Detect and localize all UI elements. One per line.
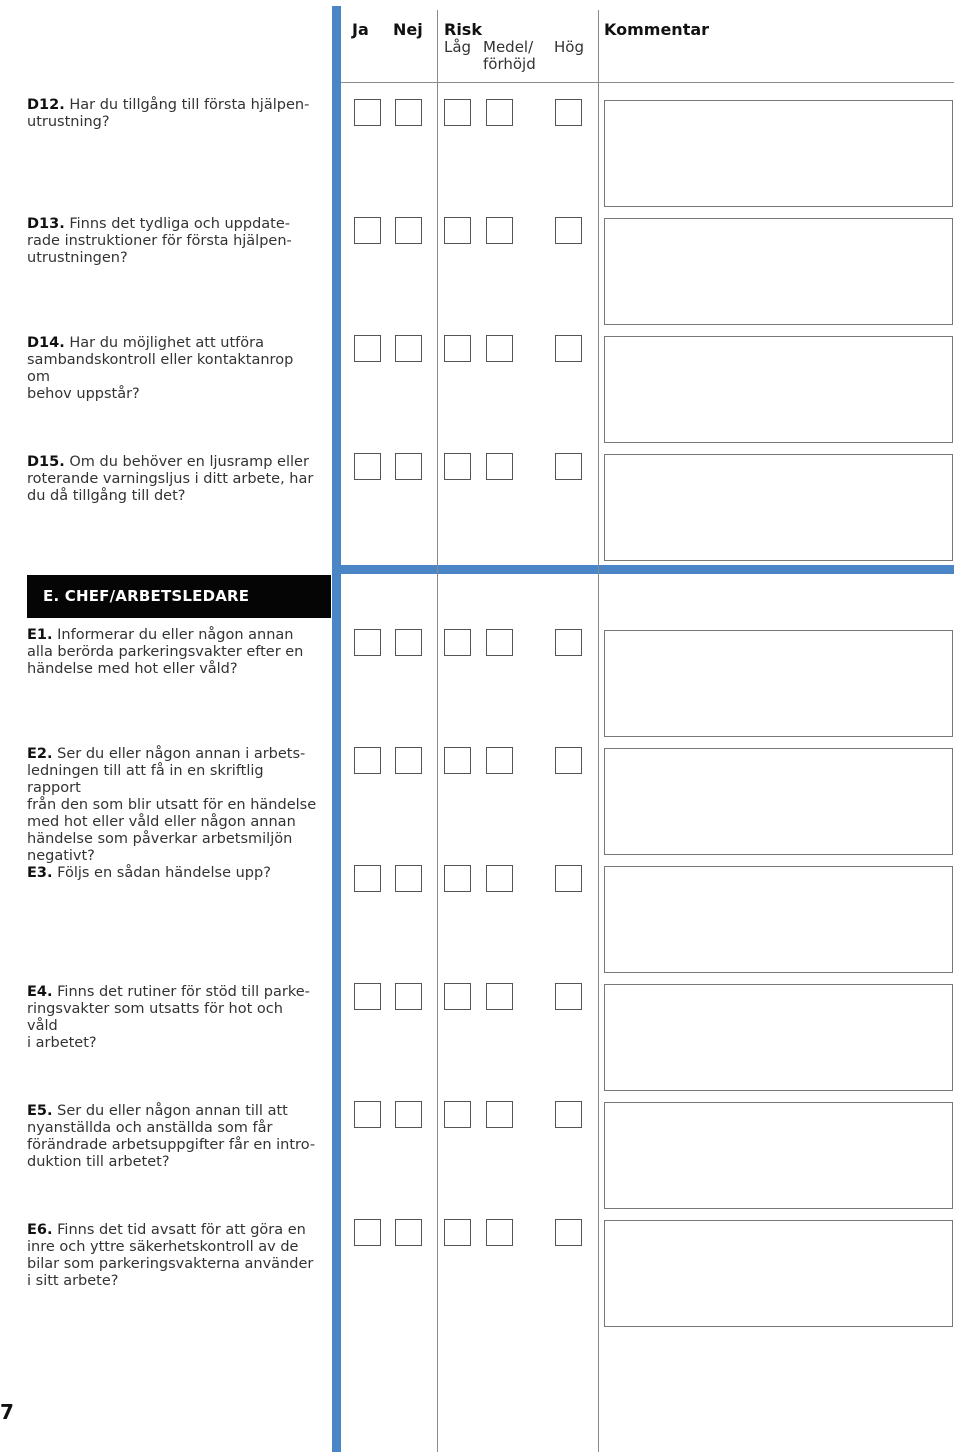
risk-medium-checkbox[interactable] [486, 1219, 513, 1246]
nej-checkbox[interactable] [395, 865, 422, 892]
risk-low-checkbox[interactable] [444, 1101, 471, 1128]
risk-low-checkbox[interactable] [444, 629, 471, 656]
question-text [27, 216, 317, 267]
question-code: E4. [27, 984, 53, 1000]
question-line: roterande varningsljus i ditt arbete, har [27, 471, 314, 487]
question-line: inre och yttre säkerhetskontroll av de [27, 1239, 299, 1255]
risk-low-checkbox[interactable] [444, 335, 471, 362]
header-risk: Risk [444, 20, 482, 39]
risk-column-divider [437, 10, 438, 1452]
risk-high-checkbox[interactable] [555, 99, 582, 126]
risk-high-checkbox[interactable] [555, 335, 582, 362]
question-line: från den som blir utsatt för en händelse [27, 797, 317, 813]
risk-low-checkbox[interactable] [444, 453, 471, 480]
comment-field[interactable] [604, 454, 953, 561]
question-line: Ser du eller någon annan i arbets- [57, 746, 306, 762]
question-line: ledningen till att få in en skriftlig rapport [27, 763, 264, 796]
question-line: rade instruktioner för första hjälpen- [27, 233, 292, 249]
header-ja: Ja [352, 20, 369, 39]
question-text [27, 454, 317, 505]
risk-medium-checkbox[interactable] [486, 217, 513, 244]
header-kommentar: Kommentar [604, 20, 710, 39]
question-line: med hot eller våld eller någon annan [27, 814, 296, 830]
comment-field[interactable] [604, 748, 953, 855]
risk-high-checkbox[interactable] [555, 747, 582, 774]
risk-high-checkbox[interactable] [555, 1219, 582, 1246]
question-line: Har du möjlighet att utföra [69, 335, 264, 351]
question-line: bilar som parkeringsvakterna använder [27, 1256, 314, 1272]
question-line: utrustningen? [27, 250, 128, 266]
ja-checkbox[interactable] [354, 1219, 381, 1246]
nej-checkbox[interactable] [395, 217, 422, 244]
ja-checkbox[interactable] [354, 747, 381, 774]
comment-field[interactable] [604, 1220, 953, 1327]
question-text [27, 865, 317, 882]
nej-checkbox[interactable] [395, 335, 422, 362]
question-line: ringsvakter som utsatts för hot och våld [27, 1001, 283, 1034]
question-line: i sitt arbete? [27, 1273, 119, 1289]
risk-medium-checkbox[interactable] [486, 1101, 513, 1128]
nej-checkbox[interactable] [395, 629, 422, 656]
question-code: D12. [27, 97, 65, 113]
question-text [27, 1103, 317, 1171]
risk-high-checkbox[interactable] [555, 865, 582, 892]
question-line: duktion till arbetet? [27, 1154, 170, 1170]
question-line: Finns det tid avsatt för att göra en [57, 1222, 306, 1238]
ja-checkbox[interactable] [354, 99, 381, 126]
risk-medium-checkbox[interactable] [486, 99, 513, 126]
risk-low-checkbox[interactable] [444, 865, 471, 892]
question-line: förändrade arbetsuppgifter får en intro- [27, 1137, 316, 1153]
question-line: sambandskontroll eller kontaktanrop om [27, 352, 294, 385]
comment-field[interactable] [604, 630, 953, 737]
risk-medium-checkbox[interactable] [486, 629, 513, 656]
risk-medium-checkbox[interactable] [486, 335, 513, 362]
question-line: Följs en sådan händelse upp? [57, 865, 271, 881]
nej-checkbox[interactable] [395, 747, 422, 774]
question-text [27, 1222, 317, 1290]
risk-medium-checkbox[interactable] [486, 747, 513, 774]
header-lag: Låg [444, 38, 472, 56]
risk-medium-checkbox[interactable] [486, 453, 513, 480]
ja-checkbox[interactable] [354, 629, 381, 656]
question-line: utrustning? [27, 114, 110, 130]
comment-field[interactable] [604, 100, 953, 207]
question-line: behov uppstår? [27, 386, 140, 402]
question-text [27, 984, 317, 1052]
header-hog: Hög [554, 38, 584, 56]
question-line: händelse som påverkar arbetsmiljön [27, 831, 293, 847]
ja-checkbox[interactable] [354, 217, 381, 244]
header-underline [341, 82, 954, 83]
question-line: du då tillgång till det? [27, 488, 186, 504]
question-text [27, 97, 317, 131]
question-text [27, 627, 317, 678]
risk-low-checkbox[interactable] [444, 747, 471, 774]
section-e-heading: E. CHEF/ARBETSLEDARE [27, 575, 331, 618]
question-text [27, 746, 317, 865]
comment-field[interactable] [604, 336, 953, 443]
comment-field[interactable] [604, 984, 953, 1091]
question-line: alla berörda parkeringsvakter efter en [27, 644, 304, 660]
comment-field[interactable] [604, 1102, 953, 1209]
question-code: E6. [27, 1222, 53, 1238]
header-medel: Medel/ [483, 38, 534, 56]
comment-field[interactable] [604, 866, 953, 973]
question-line: nyanställda och anställda som får [27, 1120, 273, 1136]
risk-medium-checkbox[interactable] [486, 865, 513, 892]
comment-field[interactable] [604, 218, 953, 325]
header-forhojd: förhöjd [483, 55, 536, 73]
nej-checkbox[interactable] [395, 99, 422, 126]
question-line: Finns det rutiner för stöd till parke- [57, 984, 310, 1000]
question-line: händelse med hot eller våld? [27, 661, 238, 677]
risk-medium-checkbox[interactable] [486, 983, 513, 1010]
question-text [27, 335, 317, 403]
ja-checkbox[interactable] [354, 1101, 381, 1128]
question-line: Informerar du eller någon annan [57, 627, 294, 643]
ja-checkbox[interactable] [354, 453, 381, 480]
risk-low-checkbox[interactable] [444, 1219, 471, 1246]
risk-low-checkbox[interactable] [444, 99, 471, 126]
nej-checkbox[interactable] [395, 983, 422, 1010]
page-number: 7 [0, 1400, 14, 1424]
question-code: E5. [27, 1103, 53, 1119]
risk-low-checkbox[interactable] [444, 983, 471, 1010]
question-line: negativt? [27, 848, 95, 864]
question-code: E2. [27, 746, 53, 762]
risk-low-checkbox[interactable] [444, 217, 471, 244]
risk-high-checkbox[interactable] [555, 1101, 582, 1128]
question-line: Ser du eller någon annan till att [57, 1103, 288, 1119]
nej-checkbox[interactable] [395, 1219, 422, 1246]
ja-checkbox[interactable] [354, 335, 381, 362]
question-code: D14. [27, 335, 65, 351]
nej-checkbox[interactable] [395, 453, 422, 480]
risk-high-checkbox[interactable] [555, 629, 582, 656]
risk-high-checkbox[interactable] [555, 983, 582, 1010]
question-line: Har du tillgång till första hjälpen- [69, 97, 310, 113]
question-line: i arbetet? [27, 1035, 97, 1051]
question-line: Finns det tydliga och uppdate- [69, 216, 291, 232]
question-code: E3. [27, 865, 53, 881]
blue-vertical-divider [332, 6, 341, 1452]
question-code: E1. [27, 627, 53, 643]
question-code: D15. [27, 454, 65, 470]
ja-checkbox[interactable] [354, 983, 381, 1010]
question-line: Om du behöver en ljusramp eller [69, 454, 309, 470]
risk-high-checkbox[interactable] [555, 217, 582, 244]
nej-checkbox[interactable] [395, 1101, 422, 1128]
comment-column-divider [598, 10, 599, 1452]
question-code: D13. [27, 216, 65, 232]
header-nej: Nej [393, 20, 423, 39]
blue-section-divider [341, 565, 954, 574]
risk-high-checkbox[interactable] [555, 453, 582, 480]
ja-checkbox[interactable] [354, 865, 381, 892]
